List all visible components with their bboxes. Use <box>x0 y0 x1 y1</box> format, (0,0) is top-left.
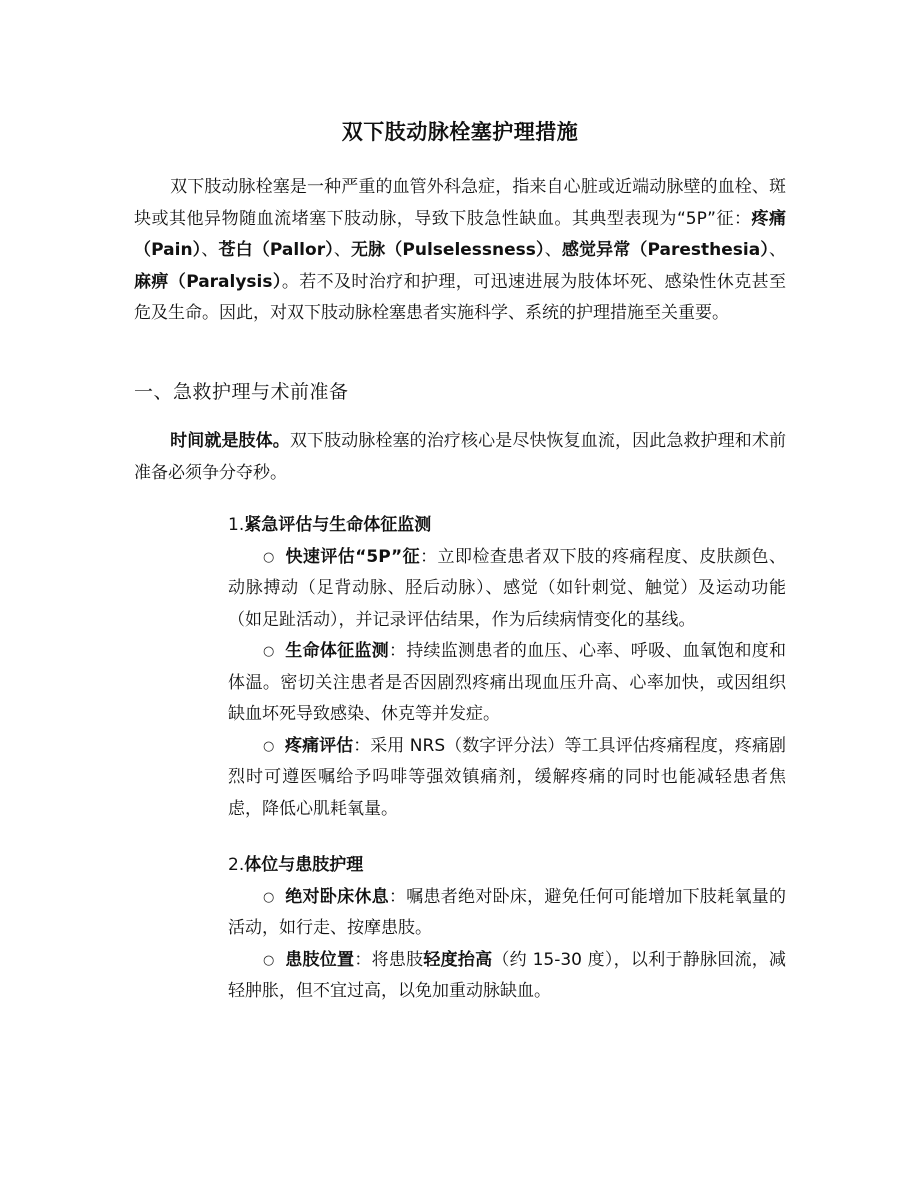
sub-item-title: 快速评估“5P”征 <box>285 546 421 567</box>
item-title: 紧急评估与生命体征监测 <box>244 515 432 535</box>
sub-item-title: 患肢位置 <box>285 949 355 970</box>
symptom-paresthesia: 感觉异常（Paresthesia） <box>561 240 769 260</box>
section-intro-paragraph <box>134 426 786 489</box>
symptom-paralysis: 麻痹（Paralysis） <box>134 271 282 292</box>
separator: 、 <box>201 240 219 260</box>
sub-item <box>228 636 786 731</box>
numbered-item-1 <box>228 510 786 825</box>
separator: 、 <box>544 240 562 260</box>
sub-item <box>228 945 786 1008</box>
bullet-circle-icon: ○ <box>263 889 275 905</box>
bullet-circle-icon: ○ <box>263 952 275 968</box>
numbered-item-2 <box>228 850 786 1008</box>
section-intro-bold: 时间就是肢体。 <box>170 431 290 451</box>
item-number: 2. <box>228 855 245 875</box>
sub-item-text: （约 15-30 度），以利于静脉回流，减轻肿胀，但不宜过高，以免加重动脉缺血。 <box>228 949 787 1001</box>
item-title: 体位与患肢护理 <box>244 855 364 875</box>
item-number: 1. <box>228 515 245 535</box>
section-intro-text: 双下肢动脉栓塞的治疗核心是尽快恢复血流，因此急救护理和术前准备必须争分夺秒。 <box>134 431 787 483</box>
symptom-pain: 疼痛（Pain） <box>134 208 786 260</box>
section-heading: 一、急救护理与术前准备 <box>134 381 349 403</box>
sub-item-text: ：嘱患者绝对卧床，避免任何可能增加下肢耗氧量的活动，如行走、按摩患肢。 <box>228 886 787 938</box>
sub-item-text: ：立即检查患者双下肢的疼痛程度、皮肤颜色、动脉搏动（足背动脉、胫后动脉）、感觉（如针刺觉、触觉）及运动功能（如足趾活动），并记录评估结果，作为后续病情变化的基线。 <box>228 546 787 630</box>
symptom-pallor: 苍白（Pallor） <box>218 240 334 260</box>
bullet-circle-icon: ○ <box>263 644 275 659</box>
bullet-circle-icon: ○ <box>263 549 275 565</box>
sub-item <box>228 542 786 637</box>
intro-text-2: 。若不及时治疗和护理，可迅速进展为肢体坏死、感染性休克甚至危及生命。因此，对双下肢动脉栓塞患者实施科学、系统的护理措施至关重要。 <box>134 271 787 323</box>
intro-text-1: 双下肢动脉栓塞是一种严重的血管外科急症，指来自心脏或近端动脉壁的血栓、斑块或其他异物随血流堵塞下肢动脉，导致下肢急性缺血。其典型表现为“5P”征： <box>134 177 786 229</box>
sub-item-text: ：持续监测患者的血压、心率、呼吸、血氧饱和度和体温。密切关注患者是否因剧烈疼痛出现血压升高、心率加快，或因组织缺血坏死导致感染、休克等并发症。 <box>228 641 787 724</box>
sub-item-emphasis: 轻度抬高 <box>423 949 493 970</box>
page-title: 双下肢动脉栓塞护理措施 <box>341 120 579 144</box>
symptom-pulselessness: 无脉（Pulselessness） <box>351 240 545 260</box>
sub-item-title: 生命体征监测 <box>285 641 389 661</box>
sub-item-title: 绝对卧床休息 <box>285 886 389 907</box>
separator: 、 <box>769 240 786 260</box>
sub-item <box>228 882 786 945</box>
sub-item <box>228 731 786 826</box>
separator: 、 <box>333 240 351 260</box>
numbered-item-heading <box>228 510 786 542</box>
intro-paragraph <box>134 172 786 330</box>
bullet-circle-icon: ○ <box>263 738 275 754</box>
sub-item-text: ：将患肢 <box>354 949 424 970</box>
sub-item-text: ：采用 NRS（数字评分法）等工具评估疼痛程度，疼痛剧烈时可遵医嘱给予吗啡等强效镇痛剂，缓解疼痛的同时也能减轻患者焦虑，降低心肌耗氧量。 <box>228 735 786 819</box>
sub-item-title: 疼痛评估 <box>285 735 354 756</box>
numbered-item-heading <box>228 850 786 882</box>
